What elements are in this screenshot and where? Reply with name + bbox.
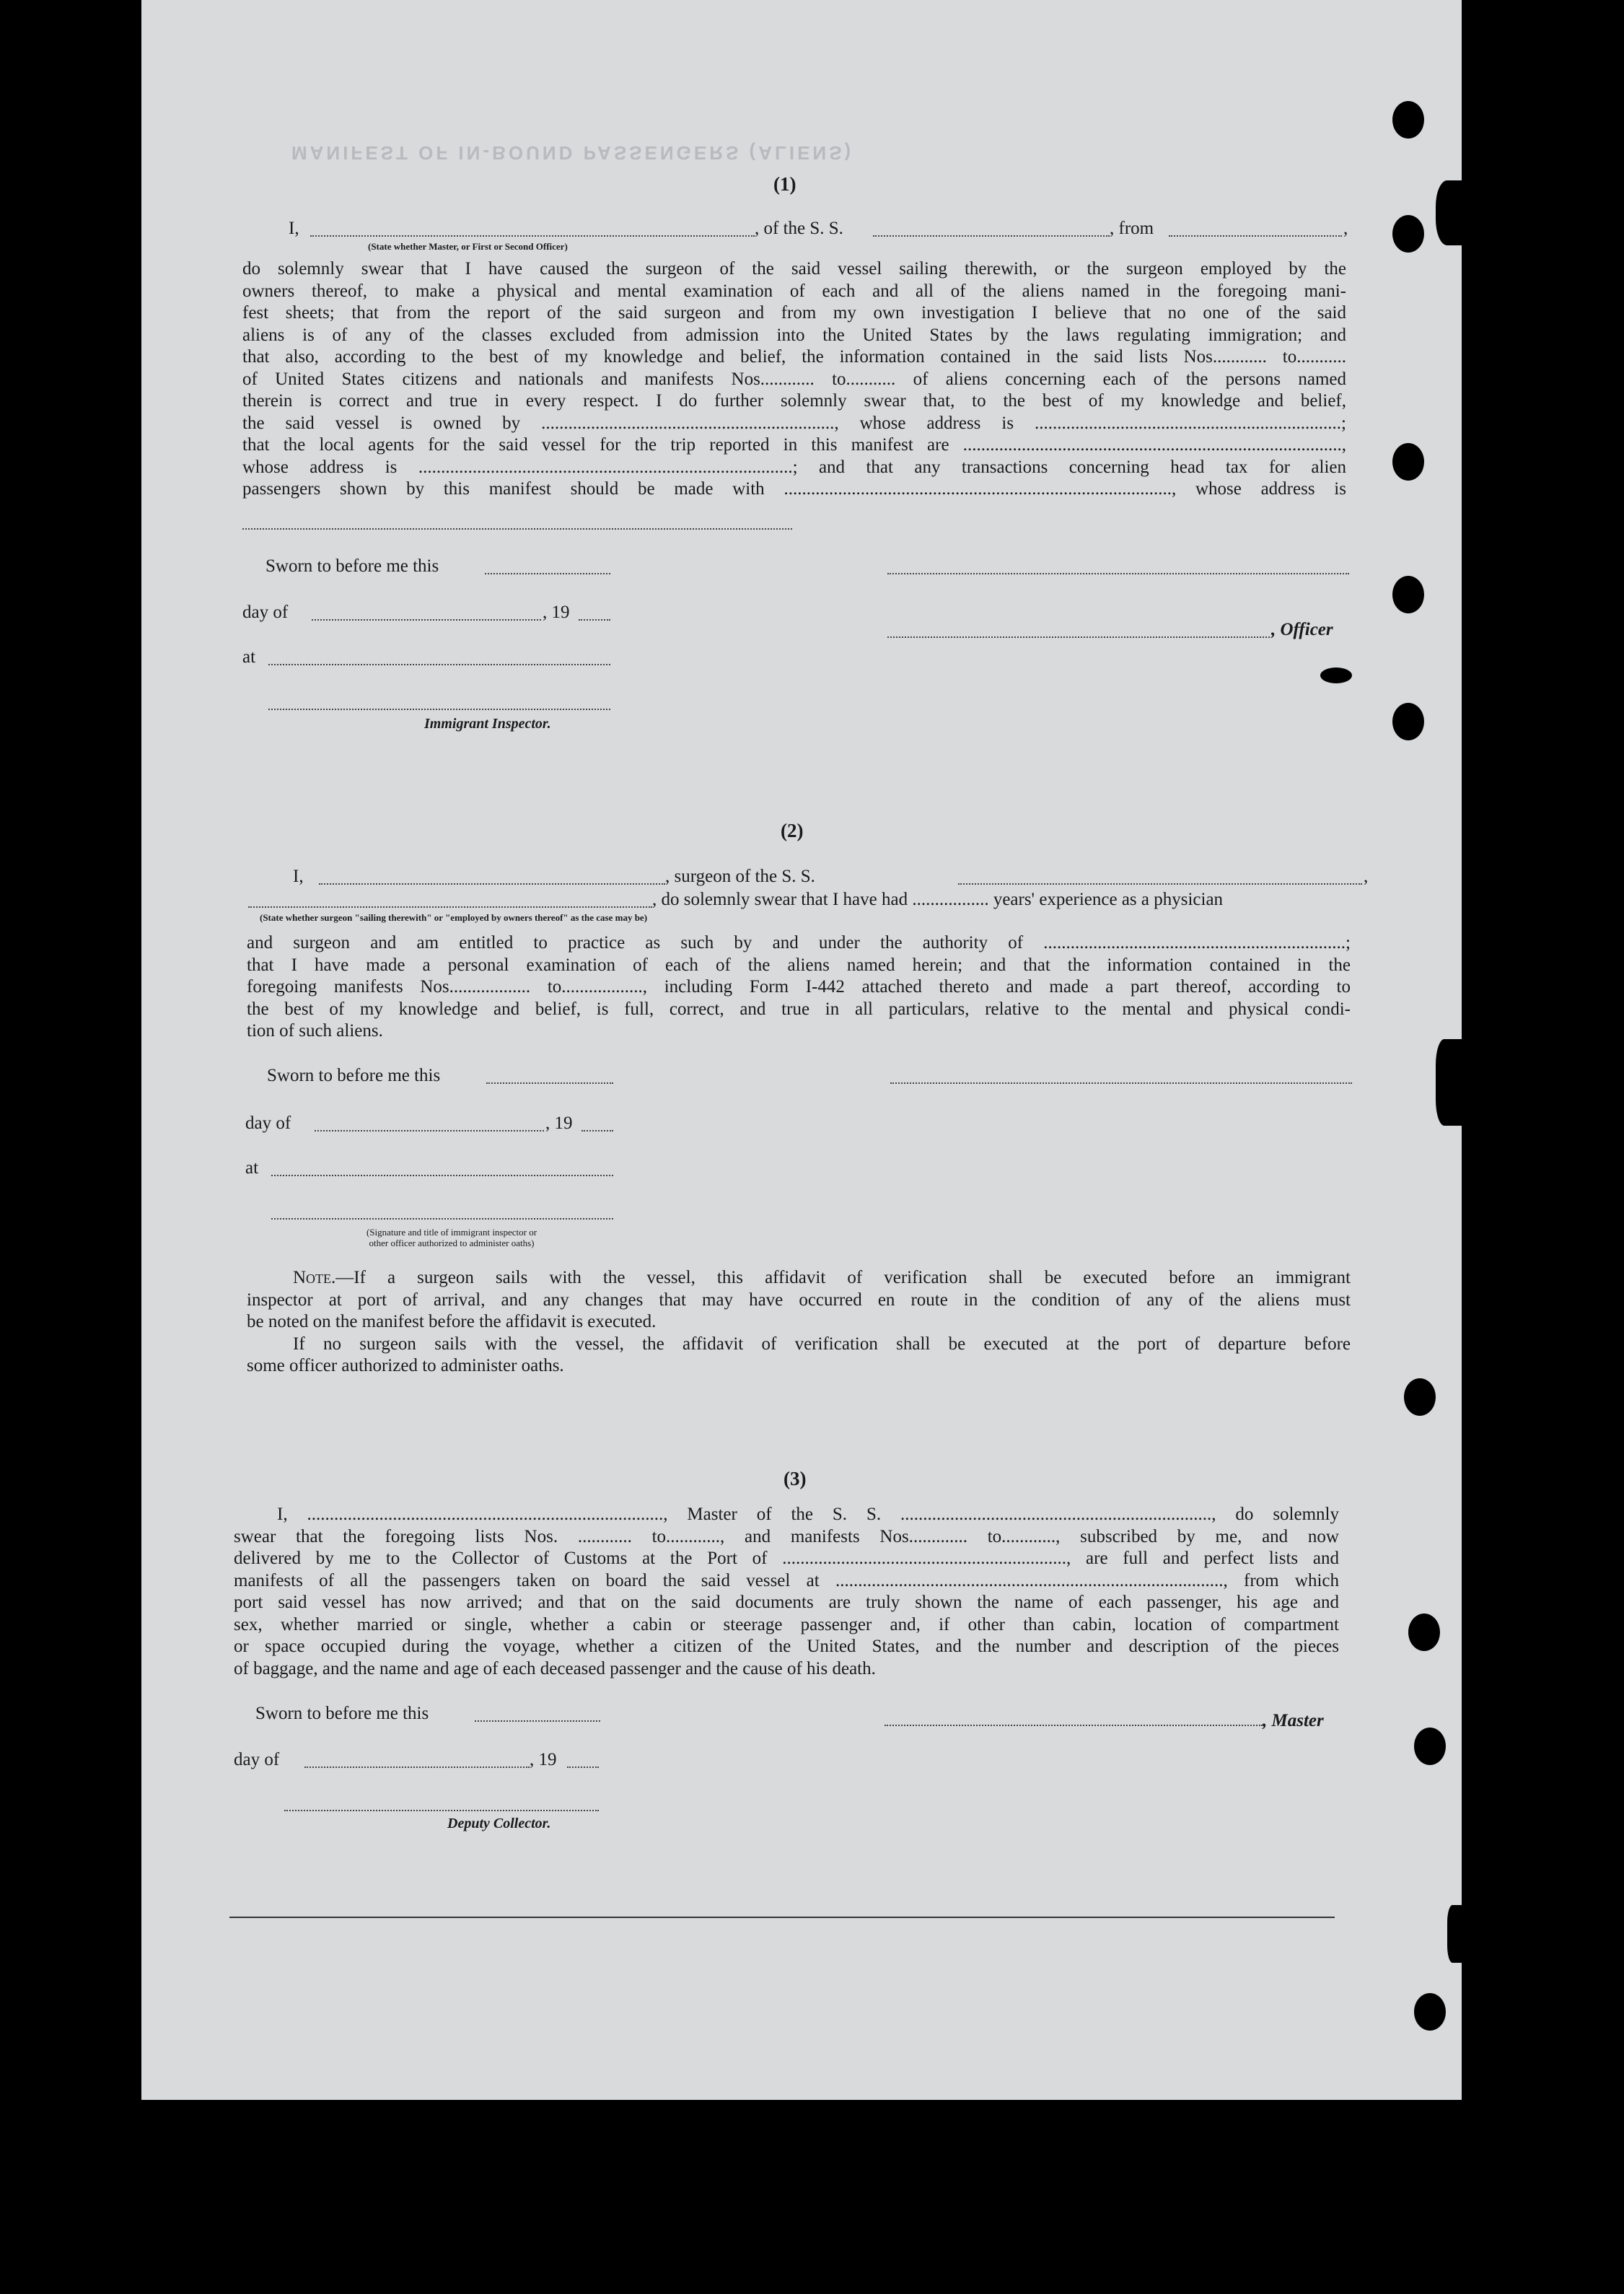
punch-hole — [1392, 443, 1424, 481]
officer-title-field[interactable] — [887, 636, 1270, 638]
torn-edge — [1447, 1905, 1465, 1963]
agent-address-field[interactable] — [242, 528, 792, 530]
at-place-field[interactable] — [268, 664, 610, 665]
inspector-signature-field[interactable] — [271, 1218, 613, 1220]
at-place-field[interactable] — [271, 1175, 613, 1176]
inspector-signature-field[interactable] — [268, 709, 610, 710]
day-of-label: day of — [242, 603, 289, 622]
punch-hole — [1392, 215, 1424, 253]
year-label: , 19 — [545, 1113, 573, 1133]
at-label: at — [242, 647, 256, 667]
sworn-label: Sworn to before me this — [267, 1066, 441, 1085]
of-ss-label: , of the S. S. — [755, 219, 843, 238]
signature-note-line-2: other officer authorized to administer oaths) — [369, 1238, 535, 1248]
year-label: , 19 — [543, 603, 570, 622]
line-end-comma: , — [1343, 219, 1348, 238]
year-label: , 19 — [530, 1750, 557, 1769]
ink-mark — [1320, 667, 1352, 683]
day-of-label: day of — [234, 1750, 280, 1769]
day-of-field[interactable] — [315, 1130, 544, 1131]
officer-name-field[interactable] — [310, 235, 755, 237]
section-2-oath-paragraph: and surgeon and am entitled to practice as such by and under the authority of ...................................................................; that I have made a personal examination of each of the aliens named herein; and that the information contained in the foregoing manifests Nos.................. to.................., including Form I-442 attached thereto and made a part thereof, according to the best of my knowledge and belief, is full, correct, and true in all particulars, relative to the mental and physical condi- tion of such aliens. — [247, 933, 1351, 1041]
immigrant-inspector-label: Immigrant Inspector. — [424, 716, 551, 732]
punch-hole — [1404, 1378, 1436, 1416]
punch-hole — [1414, 1993, 1446, 2031]
surgeon-vessel-field[interactable] — [958, 883, 1362, 885]
sworn-date-field[interactable] — [486, 1082, 613, 1084]
day-of-label: day of — [245, 1113, 291, 1133]
deputy-collector-label: Deputy Collector. — [447, 1816, 551, 1831]
surgeon-name-field[interactable] — [319, 883, 665, 885]
surgeon-signature-field[interactable] — [890, 1082, 1352, 1084]
collector-signature-field[interactable] — [284, 1810, 599, 1811]
year-field[interactable] — [567, 1767, 599, 1768]
master-label: , Master — [1263, 1711, 1324, 1730]
section-2-heading: (2) — [781, 820, 804, 841]
vessel-name-field[interactable] — [873, 235, 1110, 237]
oath-officer-i: I, — [289, 219, 299, 238]
surgeon-experience-line: , do solemnly swear that I have had ................. years' experience as a physician — [652, 890, 1224, 909]
year-field[interactable] — [579, 619, 610, 621]
punch-hole — [1414, 1728, 1446, 1765]
section-1-heading: (1) — [773, 173, 796, 195]
officer-rank-note: (State whether Master, or First or Second Officer) — [368, 241, 568, 252]
signature-note-line-1: (Signature and title of immigrant inspector or — [366, 1227, 537, 1238]
officer-signature-field[interactable] — [887, 573, 1349, 574]
sworn-date-field[interactable] — [475, 1720, 600, 1722]
section-3-heading: (3) — [784, 1468, 807, 1489]
punch-hole — [1392, 703, 1424, 740]
day-of-field[interactable] — [304, 1767, 530, 1768]
at-label: at — [245, 1158, 259, 1178]
surgeon-i: I, — [293, 867, 304, 886]
sworn-label: Sworn to before me this — [255, 1704, 429, 1723]
sworn-label: Sworn to before me this — [265, 556, 439, 576]
section-1-oath-paragraph: do solemnly swear that I have caused the surgeon of the said vessel sailing therewith, or the surgeon employed by the owners thereof, to make a physical and mental examination of each and all of the aliens named in the foregoing mani- fest sheets; that from the report of the said surgeon and from my own investigation I believe that no one of the said aliens is of any of the classes excluded from admission into the United States by the laws regulating immigration; and that also, according to the best of my knowledge and belief, the information contained in the said lists Nos............ to........... of United States citizens and nationals and manifests Nos............ to........... of aliens concerning each of the persons named therein is correct and true in every respect. I do further solemnly swear that, to the best of my knowledge and belief, the said vessel is owned by ................................................................., whose address is ....................................................................; that the local agents for the said vessel for the trip reported in this manifest are ...................................................................................., whose address is ...................................................................................; and that any transactions concerning head tax for alien passengers shown by this manifest should be made with ......................................................................................, whose address is — [242, 259, 1346, 499]
surgeon-capacity-field[interactable] — [248, 906, 652, 908]
punch-hole — [1408, 1614, 1440, 1651]
surgeon-of-ss-label: , surgeon of the S. S. — [665, 867, 815, 886]
punch-hole — [1392, 576, 1424, 613]
from-label: , from — [1110, 219, 1154, 238]
sworn-date-field[interactable] — [485, 573, 610, 574]
surgeon-note-paragraph: Note.—If a surgeon sails with the vessel, this affidavit of verification shall be executed before an immigrant inspector at port of arrival, and any changes that may have occurred en route in the condition of any of the aliens must be noted on the manifest before the affidavit is executed. If no surgeon sails with the vessel, the affidavit of verification shall be executed at the port of departure before some officer authorized to administer oaths. — [247, 1268, 1351, 1375]
torn-edge — [1436, 180, 1465, 245]
bottom-divider — [229, 1917, 1335, 1918]
line-end-comma: , — [1364, 867, 1369, 886]
torn-edge — [1436, 1039, 1465, 1126]
punch-hole — [1392, 101, 1424, 139]
day-of-field[interactable] — [312, 619, 541, 621]
from-port-field[interactable] — [1169, 235, 1342, 237]
officer-label: , Officer — [1271, 620, 1333, 639]
master-signature-field[interactable] — [885, 1725, 1263, 1726]
year-field[interactable] — [581, 1130, 613, 1131]
ghost-header: MANIFEST OF IN-BOUND PASSENGERS (ALIENS) — [291, 142, 854, 164]
surgeon-capacity-note: (State whether surgeon "sailing therewith" or "employed by owners thereof" as the case may be) — [260, 912, 648, 923]
section-3-oath-paragraph: I, ..............................................................................., Master of the S. S. ....................................................................., do solemnly swear that the foregoing lists Nos. ............ to............, and manifests Nos............. to............, subscribed by me, and now delivered by me to the Collector of Customs at the Port of ..............................................................., are full and perfect lists and manifests of all the passengers taken on board the said vessel at ......................................................................................, from which port said vessel has now arrived; and that on the said documents are truly shown the name of each passenger, his age and sex, whether married or single, whether a cabin or steerage passenger and, if other than cabin, location of compartment or space occupied during the voyage, whether a citizen of the United States, and the number and description of the pieces of baggage, and the name and age of each deceased passenger and the cause of his death. — [234, 1505, 1339, 1678]
